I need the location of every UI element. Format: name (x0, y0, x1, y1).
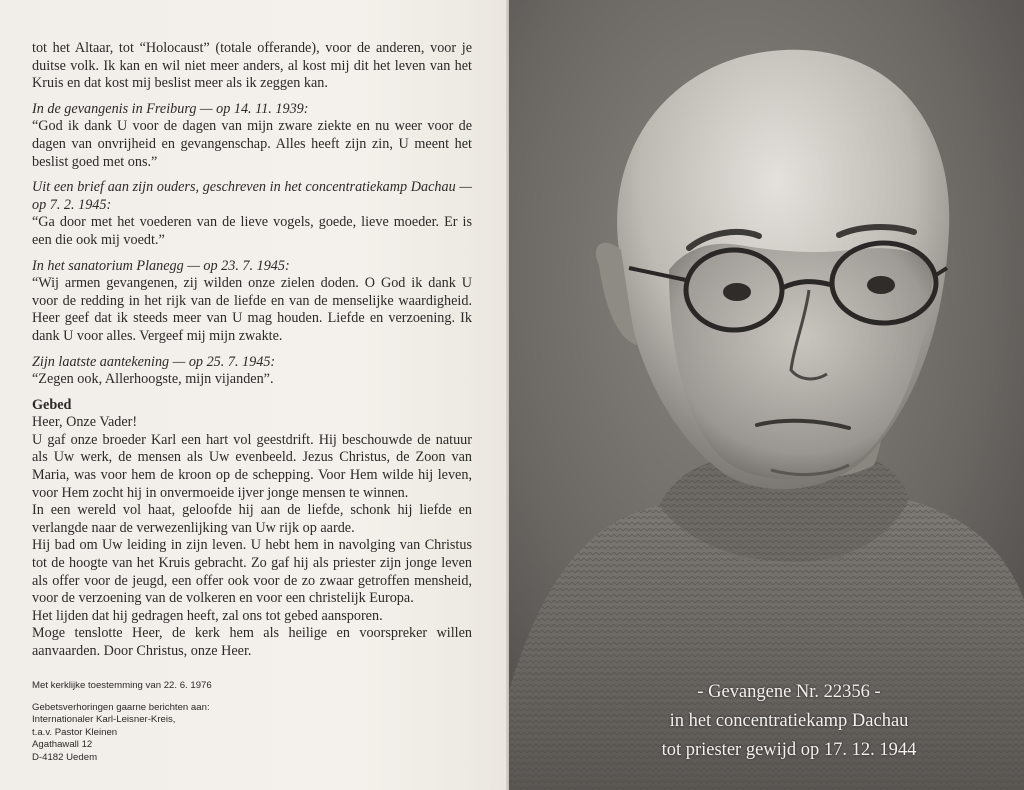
photo-caption (589, 678, 989, 765)
left-page (0, 0, 508, 790)
portrait-photo (509, 0, 1024, 790)
prayer-paragraph: In een wereld vol haat, geloofde hij aan de liefde, schonk hij liefde en verlangde naar de verwezenlijking van Uw rijk op aarde. (32, 502, 472, 536)
quote-paragraph: “Wij armen gevangenen, zij wilden onze zielen doden. O God ik dank U voor de redding in het rijk van de liefde en van de menselijke waardigheid. Heer geef dat ik steeds meer van U mag houden. Liefde en verzoening. Ik dank U voor alles. Vergeef mij mijn zwakte. (32, 275, 472, 344)
divider (32, 693, 332, 702)
prayer-paragraph: Hij bad om Uw leiding in zijn leven. U hebt hem in navolging van Christus tot de hoogte van het Kruis gebracht. Zo gaf hij als priester zijn jonge leven als offer voor de jeugd, een offer ook voor de zo zwaar getroffen mensheid, voor de verzoening van de volkeren en voor een christelijk Europa. (32, 537, 472, 607)
prayer-paragraph: Moge tenslotte Heer, de kerk hem als heilige en voorspreker willen aanvaarden. Door Christus, onze Heer. (32, 625, 472, 659)
section-heading: In het sanatorium Planegg — op 23. 7. 1945: (32, 257, 290, 274)
section-heading: In de gevangenis in Freiburg — op 14. 11. 1939: (32, 100, 309, 117)
quote-paragraph: “Ga door met het voederen van de lieve vogels, goede, lieve moeder. Er is een die ook mij voedt.” (32, 214, 472, 248)
prayer-paragraph: U gaf onze broeder Karl een hart vol geestdrift. Hij beschouwde de natuur als Uw werk, de mensen als Uw evenbeeld. Jezus Christus, de Zoon van Maria, was voor hem de kroon op de schepping. Voor Hem wilde hij leven, voor Hem zocht hij in onvermoeide ijver jonge mensen te winnen. (32, 431, 472, 501)
text-column (32, 40, 472, 661)
address-line: D-4182 Uedem (32, 751, 98, 763)
permission-note: Met kerklijke toestemming van 22. 6. 1976 (32, 680, 212, 691)
address-line: Gebetsverhoringen gaarne berichten aan: (32, 701, 210, 713)
quote-paragraph: “Zegen ook, Allerhoogste, mijn vijanden”. (32, 371, 274, 388)
prayer-line: Heer, Onze Vader! (32, 414, 138, 431)
section-heading: Uit een brief aan zijn ouders, geschreven in het concentratiekamp Dachau — op 7. 2. 1945: (32, 179, 472, 213)
prayer-heading: Gebed (32, 396, 72, 413)
right-page (509, 0, 1024, 790)
address-line: Internationaler Karl-Leisner-Kreis, (32, 714, 176, 726)
quote-paragraph: “God ik dank U voor de dagen van mijn zware ziekte en nu weer voor de dagen van onvrijheid en gevangenschap. Alles heeft zijn zin, U meent het beslist goed met ons.” (32, 118, 472, 170)
caption-line: in het concentratiekamp Dachau (669, 711, 909, 731)
section-heading: Zijn laatste aantekening — op 25. 7. 1945: (32, 353, 276, 370)
prayer-paragraph: Het lijden dat hij gedragen heeft, zal ons tot gebed aansporen. (32, 607, 383, 624)
left-eye (723, 283, 751, 301)
right-eye (867, 276, 895, 294)
footer-notes (32, 680, 332, 765)
paragraph: tot het Altaar, tot “Holocaust” (totale offerande), voor de anderen, voor je duitse volk. Ik kan en wil niet meer anders, al kost mij dit het leven van het Kruis en dat kost mij beslist meer als ik zeggen kan. (32, 40, 472, 92)
caption-line: - Gevangene Nr. 22356 - (697, 682, 881, 702)
address-line: Agathawall 12 (32, 739, 93, 751)
address-line: t.a.v. Pastor Kleinen (32, 726, 118, 738)
caption-line: tot priester gewijd op 17. 12. 1944 (661, 740, 917, 760)
